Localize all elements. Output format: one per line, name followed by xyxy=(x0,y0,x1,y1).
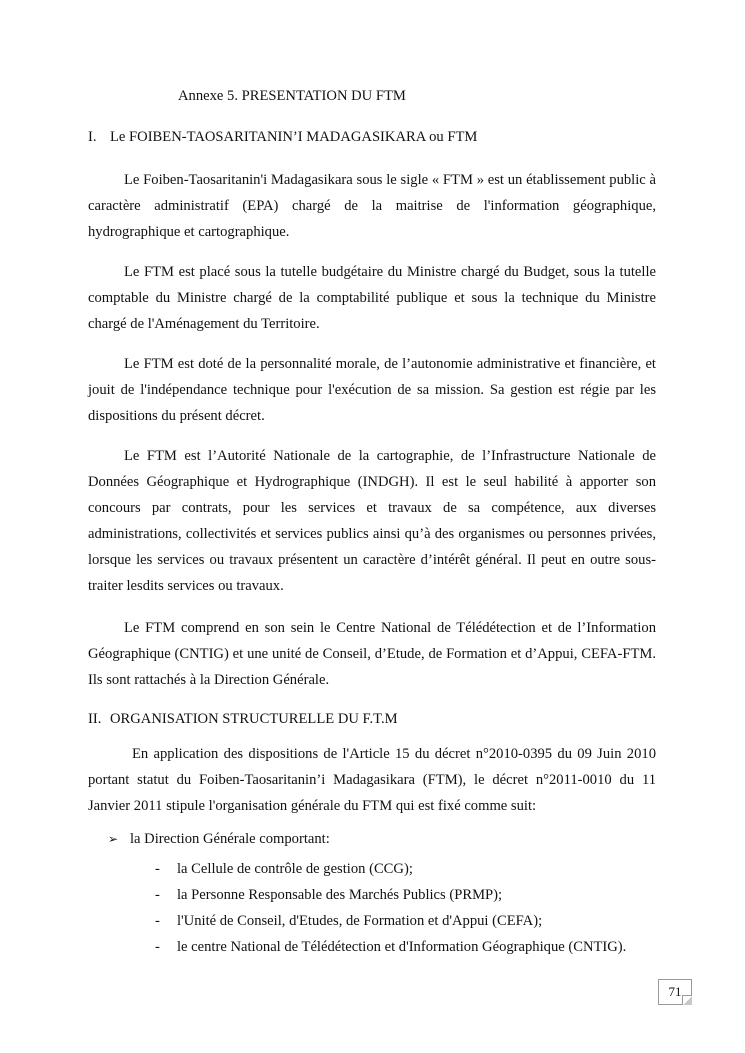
section-1-paragraph-5: Le FTM comprend en son sein le Centre National de Télédétection et de l’Information Géographique (CNTIG) et une unité de Conseil, d’Etude, de Formation et d’Appui, CEFA-FTM. Ils sont rattachés à la Direction Générale. xyxy=(88,620,656,688)
list-item xyxy=(155,934,626,960)
list-item-text: la Cellule de contrôle de gestion (CCG); xyxy=(177,861,413,877)
dash-icon: - xyxy=(155,861,160,877)
folded-corner-icon xyxy=(682,995,692,1005)
annex-title: Annexe 5. PRESENTATION DU FTM xyxy=(178,88,406,104)
dash-icon: - xyxy=(155,913,160,929)
list-item xyxy=(155,882,626,908)
list-item xyxy=(155,908,626,934)
bullet-direction-generale xyxy=(108,831,330,848)
section-2-number: II. xyxy=(88,711,102,727)
section-2-paragraph: En application des dispositions de l'Article 15 du décret n°2010-0395 du 09 Juin 2010 portant statut du Foiben-Taosaritanin’i Madagasikara (FTM), le décret n°2011-0010 du 11 Janvier 2011 stipule l'organisation générale du FTM qui est fixé comme suit: xyxy=(88,746,656,814)
list-item-text: le centre National de Télédétection et d'Information Géographique (CNTIG). xyxy=(177,939,627,955)
dash-icon: - xyxy=(155,939,160,955)
list-item-text: l'Unité de Conseil, d'Etudes, de Formation et d'Appui (CEFA); xyxy=(177,913,543,929)
list-item xyxy=(155,856,626,882)
section-1-paragraph-1: Le Foiben-Taosaritanin'i Madagasikara sous le sigle « FTM » est un établissement public à caractère administratif (EPA) chargé de la maitrise de l'information géographique, hydrographique et cartographique. xyxy=(88,172,656,240)
section-2-title: ORGANISATION STRUCTURELLE DU F.T.M xyxy=(110,711,398,727)
page-number: 71 xyxy=(668,984,682,999)
list-item-text: la Personne Responsable des Marchés Publics (PRMP); xyxy=(177,887,503,903)
section-2-heading xyxy=(88,711,398,728)
section-1-paragraph-4: Le FTM est l’Autorité Nationale de la cartographie, de l’Infrastructure Nationale de Données Géographique et Hydrographique (INDGH). Il est le seul habilité à apporter son concours par contrats, pour les services et travaux de sa compétence, aux diverses administrations, collectivités et services publics ainsi qu’à des organismes ou personnes privées, lorsque les services ou travaux présentent un caractère d’intérêt général. Il peut en outre sous-traiter lesdits services ou travaux. xyxy=(88,448,656,594)
section-1-paragraph-2: Le FTM est placé sous la tutelle budgétaire du Ministre chargé du Budget, sous la tutelle comptable du Ministre chargé de la comptabilité publique et sous la technique du Ministre chargé de l'Aménagement du Territoire. xyxy=(88,264,656,332)
section-1-number: I. xyxy=(88,129,97,145)
section-1-heading xyxy=(88,129,477,146)
bullet-label: la Direction Générale comportant: xyxy=(130,831,330,847)
section-1-paragraph-3: Le FTM est doté de la personnalité morale, de l’autonomie administrative et financière, et jouit de l'indépendance technique pour l'exécution de sa mission. Sa gestion est régie par les dispositions du présent décret. xyxy=(88,356,656,424)
direction-generale-sublist xyxy=(155,856,626,960)
arrow-bullet-icon: ➢ xyxy=(108,832,119,846)
page-number-box xyxy=(658,979,692,1005)
dash-icon: - xyxy=(155,887,160,903)
section-1-title: Le FOIBEN-TAOSARITANIN’I MADAGASIKARA ou FTM xyxy=(110,129,478,145)
